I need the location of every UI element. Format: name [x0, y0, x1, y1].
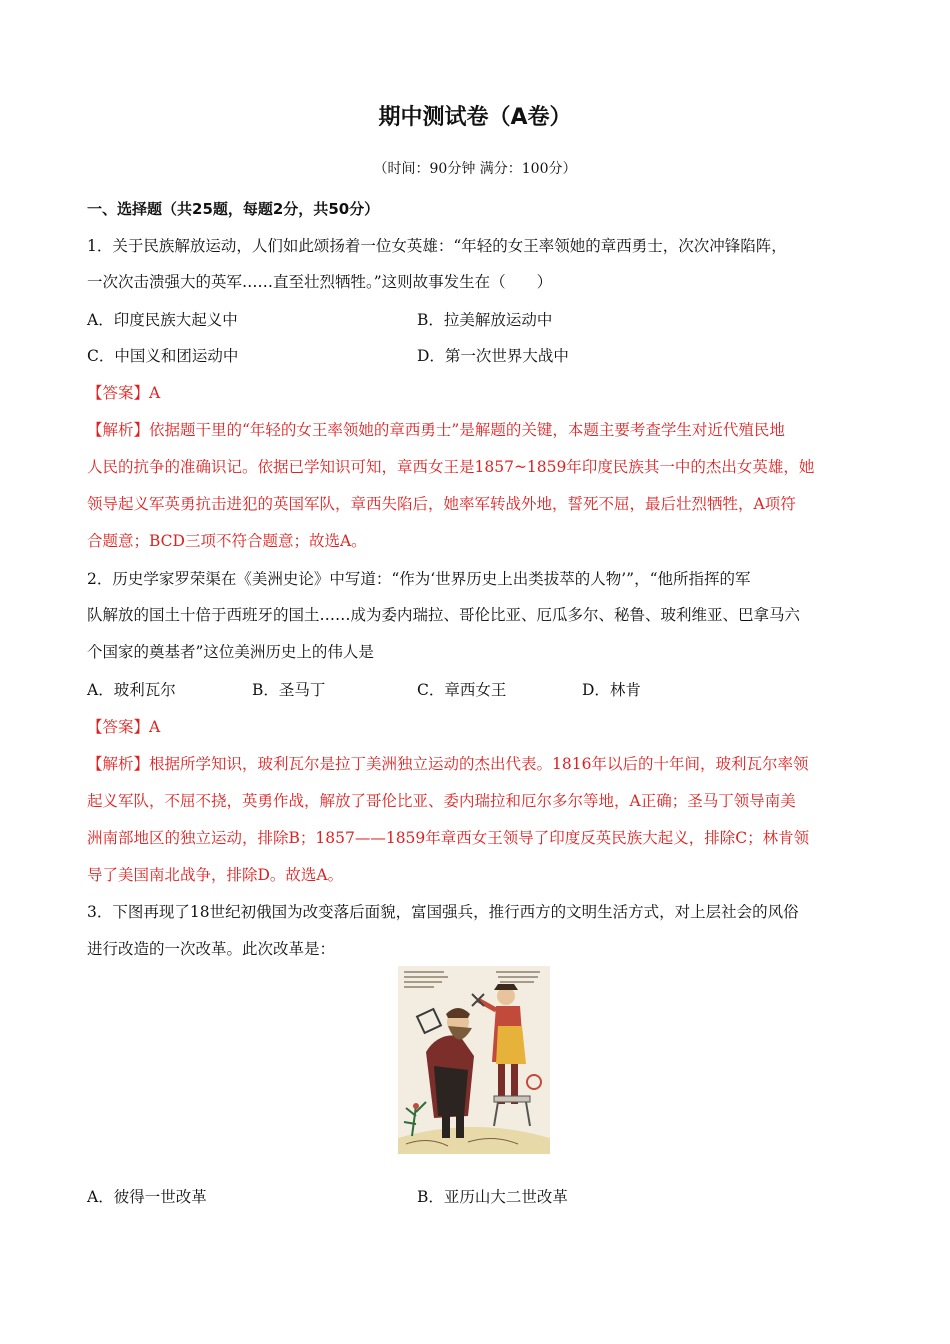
q2-answer: 【答案】A [87, 718, 161, 736]
q3-option-b: B．亚历山大二世改革 [417, 1188, 568, 1206]
q2-option-d: D．林肯 [582, 681, 641, 699]
q3-stem-line2: 进行改造的一次改革。此次改革是： [87, 940, 336, 958]
q2-analysis-line4: 导了美国南北战争，排除D。故选A。 [87, 866, 344, 884]
q3-option-a: A．彼得一世改革 [87, 1188, 207, 1206]
q1-stem-line2: 一次次击溃强大的英军……直至壮烈牺牲。”这则故事发生在（ ） [87, 273, 553, 291]
q1-analysis-line3: 领导起义军英勇抗击进犯的英国军队，章西失陷后，她率军转战外地，誓死不屈，最后壮烈牺牲，A项符 [87, 495, 796, 513]
page-title: 期中测试卷（A卷） [378, 105, 572, 130]
q2-option-b: B．圣马丁 [252, 681, 326, 699]
historical-illustration [398, 966, 550, 1154]
q1-option-a: A．印度民族大起义中 [87, 311, 238, 329]
q1-stem-line1: 1．关于民族解放运动，人们如此颂扬着一位女英雄：“年轻的女王率领她的章西勇士，次次冲锋陷阵， [87, 237, 787, 255]
q2-option-c: C．章西女王 [417, 681, 507, 699]
section-heading: 一、选择题（共25题，每题2分，共50分） [87, 200, 380, 218]
exam-info: （时间：90分钟 满分：100分） [373, 161, 577, 177]
q1-option-c: C．中国义和团运动中 [87, 347, 239, 365]
q1-analysis-line1: 【解析】依据题干里的“年轻的女王率领她的章西勇士”是解题的关键，本题主要考查学生对近代殖民地 [87, 421, 785, 439]
q1-option-b: B．拉美解放运动中 [417, 311, 553, 329]
q2-stem-line1: 2．历史学家罗荣渠在《美洲史论》中写道：“作为‘世界历史上出类拔萃的人物’”，“他所指挥的军 [87, 570, 751, 588]
q3-stem-line1: 3．下图再现了18世纪初俄国为改变落后面貌，富国强兵，推行西方的文明生活方式，对上层社会的风俗 [87, 903, 799, 921]
q1-analysis-line2: 人民的抗争的准确识记。依据已学知识可知，章西女王是1857~1859年印度民族其一中的杰出女英雄，她 [87, 458, 815, 476]
q2-analysis-line3: 洲南部地区的独立运动，排除B；1857——1859年章西女王领导了印度反英民族大起义，排除C；林肯领 [87, 829, 810, 847]
q1-answer: 【答案】A [87, 384, 161, 402]
q1-analysis-line4: 合题意；BCD三项不符合题意；故选A。 [87, 532, 367, 550]
q2-analysis-line2: 起义军队，不屈不挠，英勇作战，解放了哥伦比亚、委内瑞拉和厄尔多尔等地，A正确；圣马丁领导南美 [87, 792, 796, 810]
q1-option-d: D．第一次世界大战中 [417, 347, 569, 365]
q2-stem-line3: 个国家的奠基者”这位美洲历史上的伟人是 [87, 643, 374, 661]
q2-analysis-line1: 【解析】根据所学知识，玻利瓦尔是拉丁美洲独立运动的杰出代表。1816年以后的十年间，玻利瓦尔率领 [87, 755, 809, 773]
q2-option-a: A．玻利瓦尔 [87, 681, 176, 699]
q2-stem-line2: 队解放的国土十倍于西班牙的国土……成为委内瑞拉、哥伦比亚、厄瓜多尔、秘鲁、玻利维亚、巴拿马六 [87, 606, 801, 624]
